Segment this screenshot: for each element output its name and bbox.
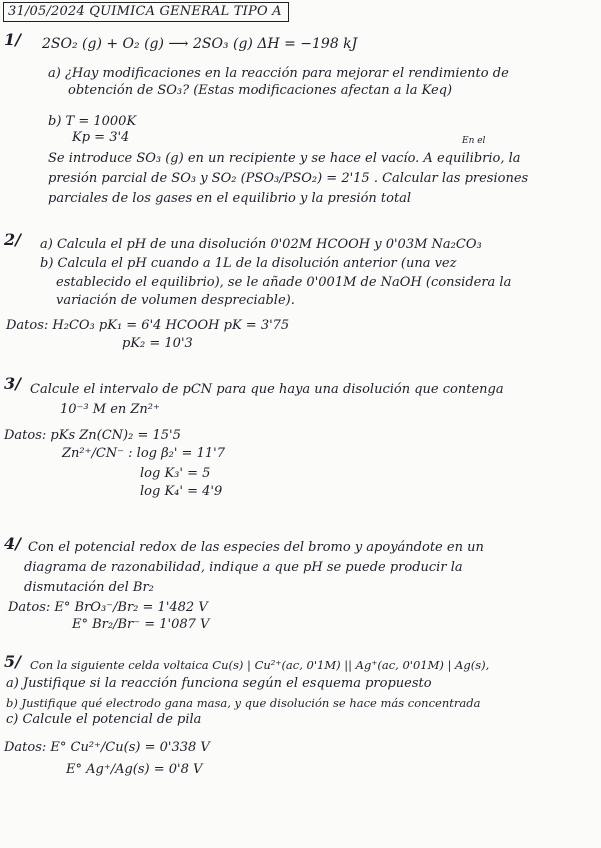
q5-part-a: a) Justifique si la reacción funciona según el esquema propuesto bbox=[6, 676, 432, 691]
q1-reaction: 2SO₂ (g) + O₂ (g) ⟶ 2SO₃ (g) ΔH = −198 kJ bbox=[42, 36, 358, 52]
q1-part-b-temperature: b) T = 1000K bbox=[48, 114, 137, 129]
q5-line1: Con la siguiente celda voltaica Cu(s) | Cu²⁺(ac, 0'1M) || Ag⁺(ac, 0'01M) | Ag(s), bbox=[30, 658, 490, 672]
q2-part-b-line1: b) Calcula el pH cuando a 1L de la disolución anterior (una vez bbox=[40, 256, 457, 271]
q1-part-a-line1: a) ¿Hay modificaciones en la reacción para mejorar el rendimiento de bbox=[48, 66, 509, 81]
q5-part-c: c) Calcule el potencial de pila bbox=[6, 712, 202, 727]
q5-data-line2: E° Ag⁺/Ag(s) = 0'8 V bbox=[66, 762, 203, 777]
q1-part-b-line1: Se introduce SO₃ (g) en un recipiente y se hace el vacío. A equilibrio, la bbox=[48, 151, 521, 166]
q4-number: 4/ bbox=[4, 534, 21, 553]
q4-data-line1: Datos: E° BrO₃⁻/Br₂ = 1'482 V bbox=[8, 600, 208, 615]
q2-number: 2/ bbox=[4, 230, 21, 249]
q2-part-b-line3: variación de volumen despreciable). bbox=[56, 293, 295, 308]
q5-number: 5/ bbox=[4, 652, 21, 671]
q1-part-a-line2: obtención de SO₃? (Estas modificaciones afectan a la Keq) bbox=[68, 83, 453, 98]
q4-data-line2: E° Br₂/Br⁻ = 1'087 V bbox=[72, 617, 210, 632]
q4-line3: dismutación del Br₂ bbox=[24, 580, 154, 595]
q5-data-line1: Datos: E° Cu²⁺/Cu(s) = 0'338 V bbox=[4, 740, 210, 755]
q3-data-line3: log K₃' = 5 bbox=[140, 466, 211, 481]
q3-data-line1: Datos: pKs Zn(CN)₂ = 15'5 bbox=[4, 428, 181, 443]
q3-line1: Calcule el intervalo de pCN para que haya una disolución que contenga bbox=[30, 382, 504, 397]
q3-number: 3/ bbox=[4, 374, 21, 393]
q1-part-b-line2: presión parcial de SO₃ y SO₂ (PSO₃/PSO₂) = 2'15 . Calcular las presiones bbox=[48, 171, 529, 186]
q3-data-line2: Zn²⁺/CN⁻ : log β₂' = 11'7 bbox=[62, 446, 225, 461]
q2-part-a: a) Calcula el pH de una disolución 0'02M HCOOH y 0'03M Na₂CO₃ bbox=[40, 237, 482, 252]
q2-data-line1: Datos: H₂CO₃ pK₁ = 6'4 HCOOH pK = 3'75 bbox=[6, 318, 290, 333]
q5-part-b: b) Justifique qué electrodo gana masa, y que disolución se hace más concentrada bbox=[6, 696, 481, 710]
q4-line1: Con el potencial redox de las especies del bromo y apoyándote en un bbox=[28, 540, 484, 555]
q1-correction-note: En el bbox=[462, 136, 486, 146]
q3-data-line4: log K₄' = 4'9 bbox=[140, 484, 223, 499]
q3-line2: 10⁻³ M en Zn²⁺ bbox=[60, 402, 160, 417]
q2-data-line2: pK₂ = 10'3 bbox=[122, 336, 193, 351]
q1-part-b-line3: parciales de los gases en el equilibrio y la presión total bbox=[48, 191, 412, 206]
exam-header: 31/05/2024 QUIMICA GENERAL TIPO A bbox=[3, 2, 289, 22]
q4-line2: diagrama de razonabilidad, indique a que pH se puede producir la bbox=[24, 560, 463, 575]
q1-number: 1/ bbox=[4, 30, 21, 49]
q1-kp: Kp = 3'4 bbox=[72, 130, 130, 145]
q2-part-b-line2: establecido el equilibrio), se le añade 0'001M de NaOH (considera la bbox=[56, 275, 512, 290]
